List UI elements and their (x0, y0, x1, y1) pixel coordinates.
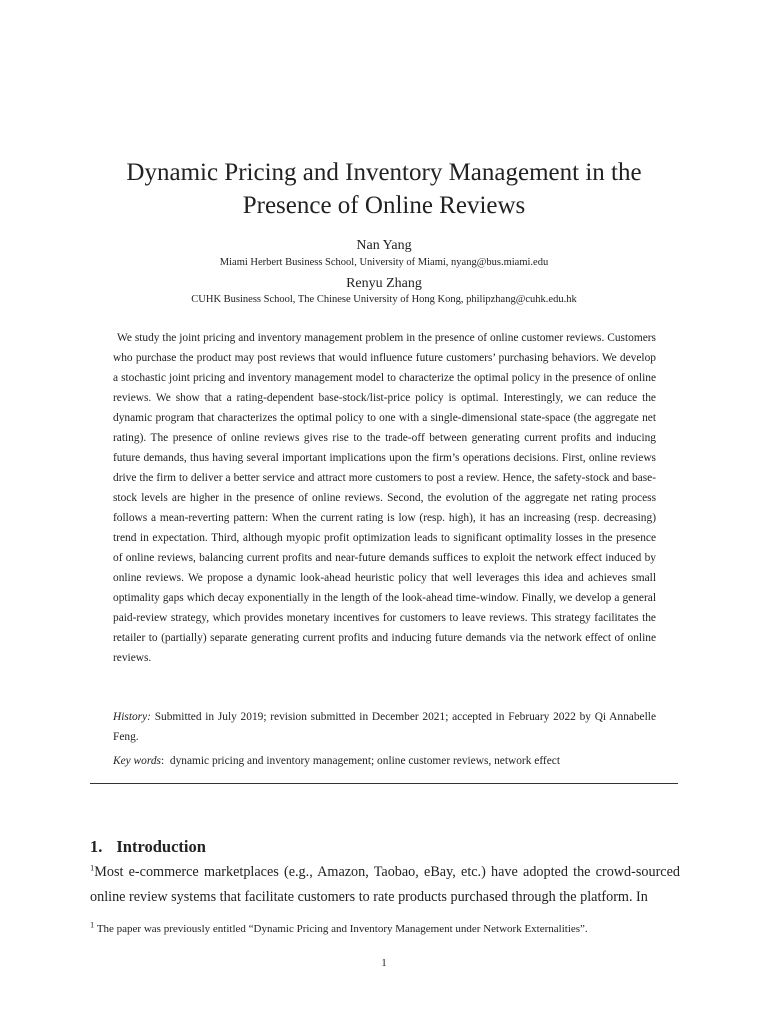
introduction-paragraph (90, 860, 680, 910)
page-number: 1 (381, 957, 387, 969)
author-name-1: Nan Yang (356, 238, 412, 253)
keywords-text: dynamic pricing and inventory management; online customer reviews, network effect (169, 755, 560, 767)
keywords-label: Key words (113, 755, 161, 767)
section-divider (90, 783, 678, 784)
author-name-2: Renyu Zhang (346, 276, 422, 291)
paper-title (60, 156, 708, 222)
paper-title-line-2: Presence of Online Reviews (242, 192, 526, 219)
keywords-colon: : (161, 755, 165, 767)
keywords-line (113, 751, 656, 771)
history-line (113, 707, 656, 747)
section-heading-introduction (90, 837, 206, 857)
abstract: We study the joint pricing and inventory management problem in the presence of online customer reviews. Customers who purchase the product may post reviews that would influence future customers’ purchasing behaviors. We develop a stochastic joint pricing and inventory management model to characterize the optimal policy in the presence of online reviews. We show that a rating-dependent base-stock/list-price policy is optimal. Interestingly, we can reduce the dynamic program that characterizes the optimal policy to one with a single-dimensional state-space (the aggregate net rating). The presence of online reviews gives rise to the trade-off between generating current profits and inducing future demands, thus having several important implications upon the firm’s operations decisions. First, online reviews drive the firm to deliver a better service and attract more customers to post a review. Hence, the safety-stock and base-stock levels are higher in the presence of online reviews. Second, the evolution of the aggregate net rating process follows a mean-reverting pattern: When the current rating is low (resp. high), it has an increasing (resp. decreasing) trend in expectation. Third, although myopic profit optimization leads to significant optimality losses in the presence of online reviews, balancing current profits and near-future demands suffices to exploit the network effect induced by online reviews. We propose a dynamic look-ahead heuristic policy that well leverages this idea and achieves small optimality gaps which decay exponentially in the length of the look-ahead time-window. Finally, we develop a general paid-review strategy, which provides monetary incentives for customers to leave reviews. This strategy facilitates the retailer to (partially) separate generating current profits and inducing future demands via the network effect of online reviews. (113, 332, 656, 664)
history-label: History: (113, 711, 151, 723)
footnote-marker: 1 (90, 919, 95, 930)
footnote-text: The paper was previously entitled “Dynamic Pricing and Inventory Management under Network Externalities”. (96, 923, 588, 935)
introduction-text: Most e-commerce marketplaces (e.g., Amazon, Taobao, eBay, etc.) have adopted the crowd-sourced online review systems that facilitate customers to rate products purchased through the platform. In (90, 864, 680, 905)
author-affiliation-2: CUHK Business School, The Chinese University of Hong Kong, philipzhang@cuhk.edu.hk (191, 294, 577, 305)
section-number: 1. (90, 837, 103, 856)
footnote-ref-marker: 1 (90, 862, 95, 873)
history-text: Submitted in July 2019; revision submitted in December 2021; accepted in February 2022 by Qi Annabelle Feng. (113, 711, 656, 743)
paper-title-line-1: Dynamic Pricing and Inventory Management in the (126, 159, 642, 186)
section-title: Introduction (116, 837, 206, 856)
footnote (90, 919, 680, 935)
author-affiliation-1: Miami Herbert Business School, University of Miami, nyang@bus.miami.edu (219, 257, 549, 268)
